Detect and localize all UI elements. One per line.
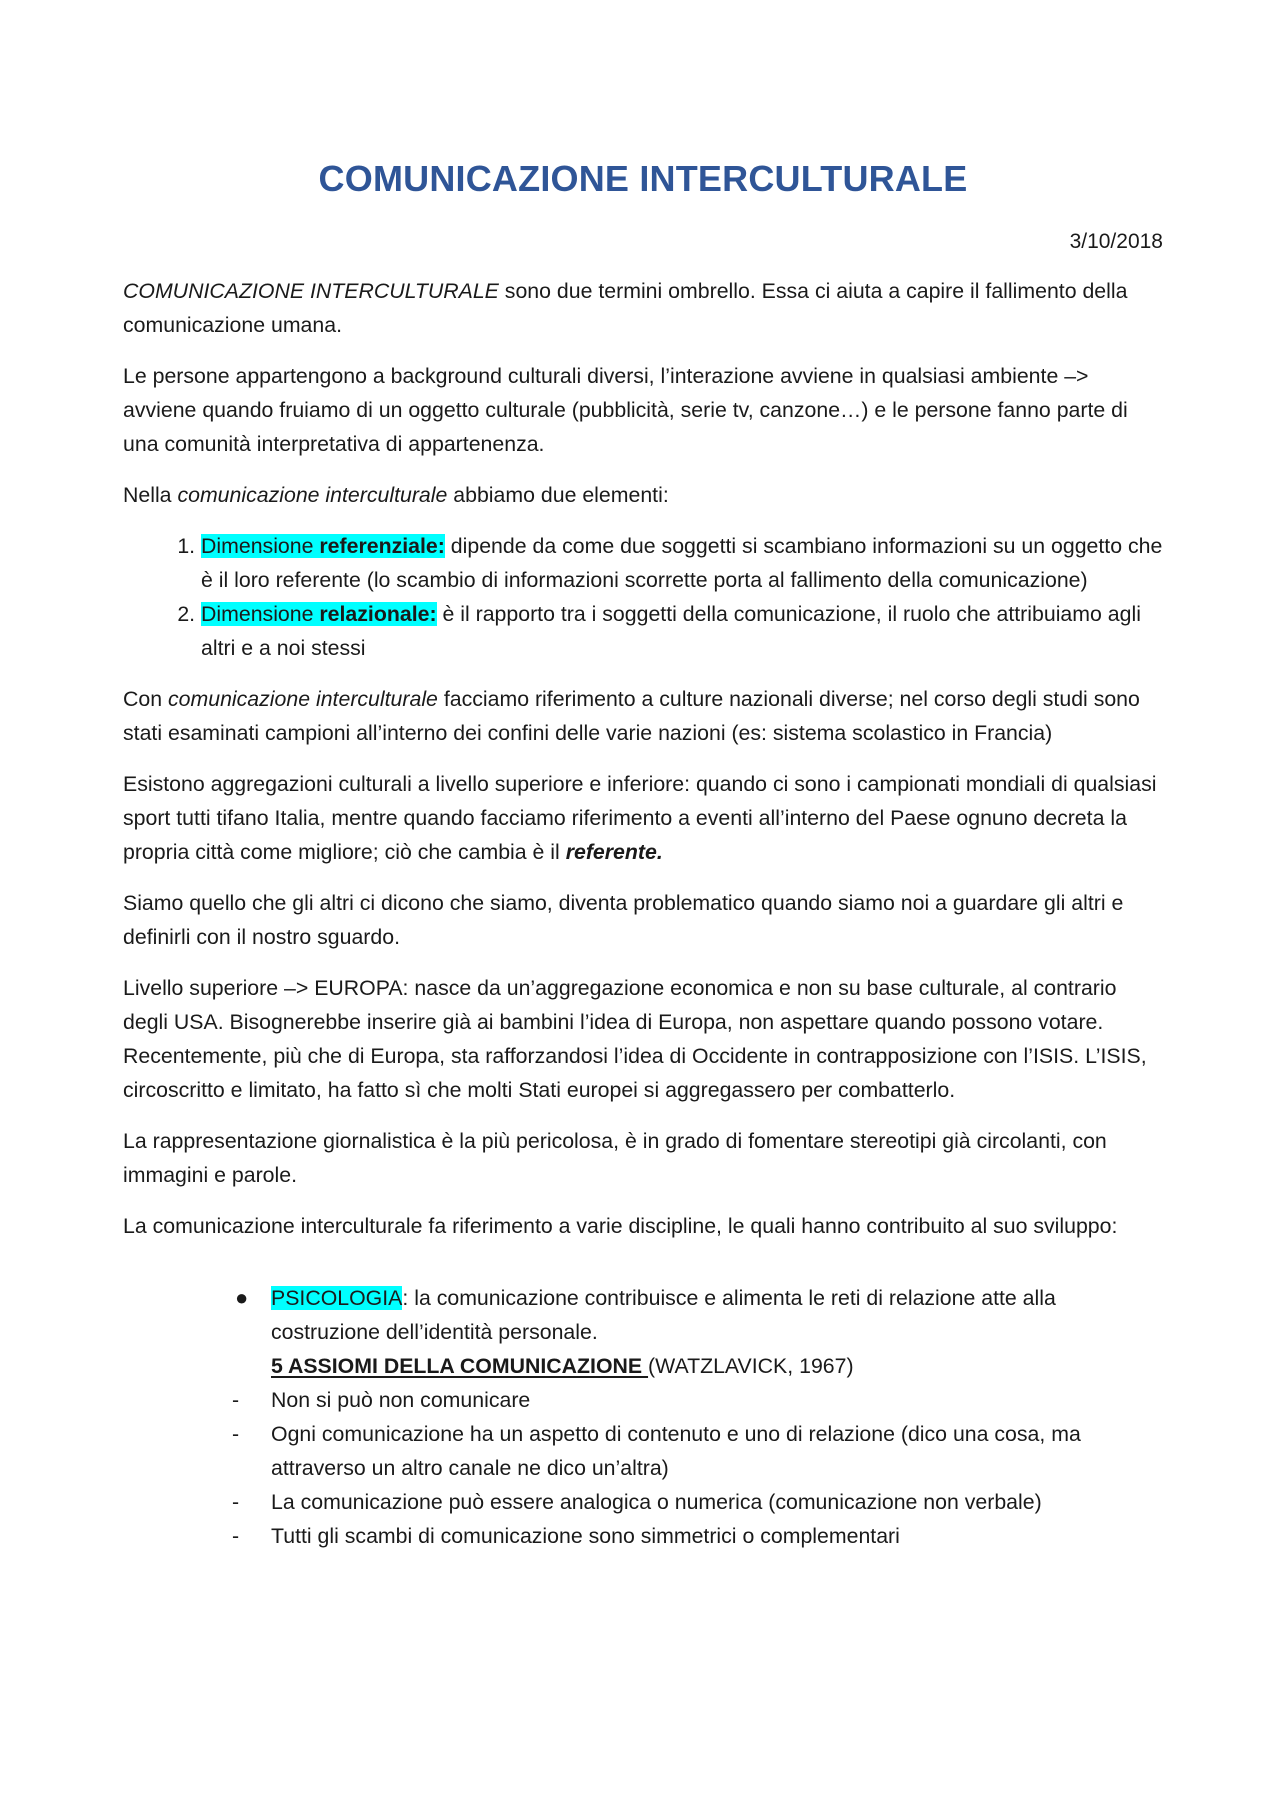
dimension-description: dipende da come due soggetti si scambiano informazioni su un oggetto che è il loro referente (lo scambio di informazioni scorrette porta al fallimento della comunicazione)	[201, 534, 1163, 592]
aggregations-text: Esistono aggregazioni culturali a livello superiore e inferiore: quando ci sono i campionati mondiali di qualsiasi sport tutti tifano Italia, mentre quando facciamo riferimento a eventi all’interno del Paese ognuno decreta la propria città come migliore; ciò che cambia è il	[123, 772, 1157, 864]
paragraph-identity: Siamo quello che gli altri ci dicono che siamo, diventa problematico quando siamo noi a guardare gli altri e definirli con il nostro sguardo.	[123, 891, 1124, 949]
paragraph-disciplines: La comunicazione interculturale fa riferimento a varie discipline, le quali hanno contribuito al suo sviluppo:	[123, 1214, 1118, 1238]
dimension-colon: :	[429, 602, 437, 626]
dimension-label: Dimensione	[201, 602, 320, 626]
aggregations-term: referente.	[565, 840, 663, 864]
intro-term: COMUNICAZIONE INTERCULTURALE	[123, 279, 499, 303]
axiom-text: Ogni comunicazione ha un aspetto di contenuto e uno di relazione (dico una cosa, ma attraverso un altro canale ne dico un’altra)	[271, 1422, 1081, 1480]
axiom-item	[232, 1383, 1163, 1417]
paragraph-elements	[123, 478, 1163, 512]
dimension-item-relazionale	[201, 597, 1163, 665]
dimension-item-referenziale	[201, 529, 1163, 597]
bullet-icon: ●	[235, 1285, 249, 1310]
dash-icon: -	[232, 1388, 240, 1412]
paragraph-journalism: La rappresentazione giornalistica è la più pericolosa, è in grado di fomentare stereotipi già circolanti, con immagini e parole.	[123, 1129, 1107, 1187]
axiom-text: Tutti gli scambi di comunicazione sono simmetrici o complementari	[271, 1524, 900, 1548]
document-body	[123, 274, 1163, 1553]
dimension-highlight	[201, 602, 437, 626]
axioms-title: 5 ASSIOMI DELLA COMUNICAZIONE	[271, 1354, 649, 1378]
axiom-item	[232, 1485, 1163, 1519]
dimension-colon: :	[437, 534, 445, 558]
axioms-list	[232, 1383, 1163, 1553]
discipline-description: : la comunicazione contribuisce e alimenta le reti di relazione atte alla costruzione dell’identità personale.	[271, 1286, 1056, 1344]
paragraph-aggregations	[123, 767, 1163, 869]
elements-pre: Nella	[123, 483, 178, 507]
dimension-keyword: referenziale	[319, 534, 438, 558]
dimension-keyword: relazionale	[319, 602, 430, 626]
axiom-item	[232, 1417, 1163, 1485]
intro-text: sono due termini ombrello. Essa ci aiuta a capire il fallimento della comunicazione umana.	[123, 279, 1128, 337]
paragraph-intro	[123, 274, 1163, 342]
dimension-description: è il rapporto tra i soggetti della comunicazione, il ruolo che attribuiamo agli altri e a noi stessi	[201, 602, 1141, 660]
dash-icon: -	[232, 1490, 240, 1514]
elements-post: abbiamo due elementi:	[447, 483, 669, 507]
dimension-label: Dimensione	[201, 534, 320, 558]
paragraph-europe: Livello superiore –> EUROPA: nasce da un’aggregazione economica e non su base culturale, al contrario degli USA. Bisognerebbe inserire già ai bambini l’idea di Europa, non aspettare quando possono votare. Recentemente, più che di Europa, sta rafforzandosi l’idea di Occidente in contrapposizione con l’ISIS. L’ISIS, circoscritto e limitato, ha fatto sì che molti Stati europei si aggregassero per combatterlo.	[123, 976, 1147, 1102]
axiom-text: La comunicazione può essere analogica o numerica (comunicazione non verbale)	[271, 1490, 1042, 1514]
elements-term: comunicazione interculturale	[177, 483, 448, 507]
dimensions-list	[123, 529, 1163, 665]
national-post: facciamo riferimento a culture nazionali diverse; nel corso degli studi sono stati esaminati campioni all’interno dei confini delle varie nazioni (es: sistema scolastico in Francia)	[123, 687, 1140, 745]
disciplines-list	[123, 1281, 1163, 1553]
page-title: COMUNICAZIONE INTERCULTURALE	[318, 158, 968, 199]
axioms-reference: (WATZLAVICK, 1967)	[648, 1354, 854, 1378]
axiom-item	[232, 1519, 1163, 1553]
national-term: comunicazione interculturale	[168, 687, 438, 711]
paragraph-national-cultures	[123, 682, 1163, 750]
dash-icon: -	[232, 1524, 240, 1548]
document-date: 3/10/2018	[1069, 230, 1163, 253]
dimension-highlight	[201, 534, 445, 558]
discipline-item-psicologia	[123, 1281, 1163, 1553]
dash-icon: -	[232, 1422, 240, 1446]
discipline-label: PSICOLOGIA	[271, 1286, 403, 1310]
paragraph-background: Le persone appartengono a background culturali diversi, l’interazione avviene in qualsiasi ambiente –> avviene quando fruiamo di un oggetto culturale (pubblicità, serie tv, canzone…) e le persone fanno parte di una comunità interpretativa di appartenenza.	[123, 364, 1128, 456]
axiom-text: Non si può non comunicare	[271, 1388, 531, 1412]
national-pre: Con	[123, 687, 168, 711]
